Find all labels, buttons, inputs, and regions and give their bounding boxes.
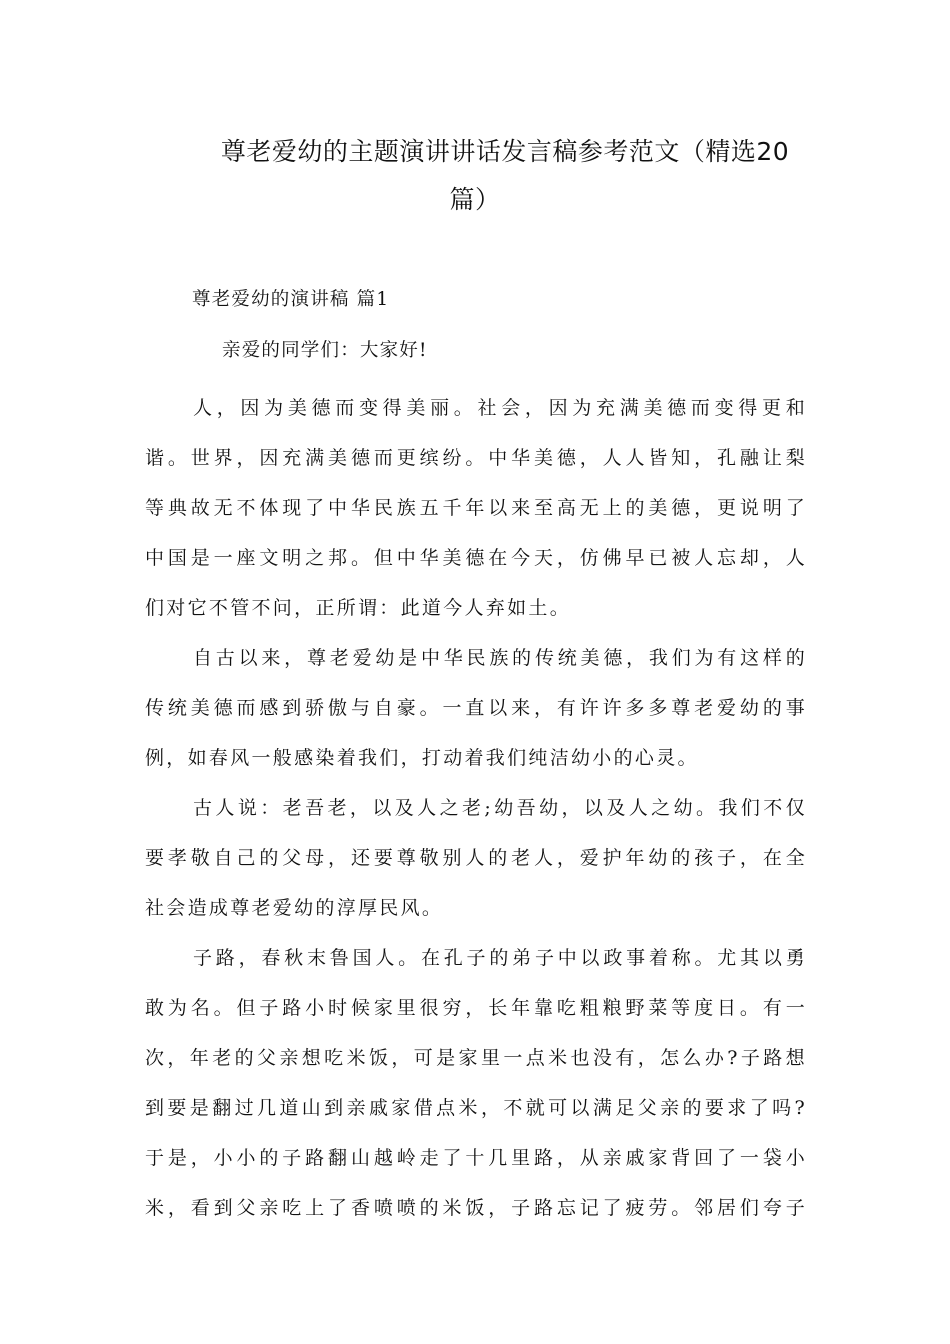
- paragraph-line: 社会造成尊老爱幼的淳厚民风。: [145, 897, 444, 919]
- title-line-2: 篇）: [449, 185, 501, 214]
- paragraph-line: 要孝敬自己的父母，还要尊敬别人的老人，爱护年幼的孩子，在全: [145, 847, 807, 869]
- paragraph-line: 人，因为美德而变得美丽。社会，因为充满美德而变得更和: [193, 397, 807, 419]
- paragraph-line: 自古以来，尊老爱幼是中华民族的传统美德，我们为有这样的: [193, 647, 807, 669]
- paragraph-line: 谐。世界，因充满美德而更缤纷。中华美德，人人皆知，孔融让梨: [145, 447, 807, 469]
- paragraph-3: [145, 783, 807, 933]
- paragraph-line: 等典故无不体现了中华民族五千年以来至高无上的美德，更说明了: [145, 497, 807, 519]
- paragraph-line: 敢为名。但子路小时候家里很穷，长年靠吃粗粮野菜等度日。有一: [145, 997, 807, 1019]
- paragraph-line: 例，如春风一般感染着我们，打动着我们纯洁幼小的心灵。: [145, 747, 699, 769]
- document-title: [145, 128, 805, 224]
- paragraph-line: 到要是翻过几道山到亲戚家借点米，不就可以满足父亲的要求了吗?: [145, 1097, 807, 1119]
- paragraph-line: 们对它不管不问，正所谓：此道今人弃如土。: [145, 597, 572, 619]
- body-text: [145, 383, 807, 1233]
- paragraph-line: 米，看到父亲吃上了香喷喷的米饭，子路忘记了疲劳。邻居们夸子: [145, 1197, 807, 1219]
- paragraph-line: 传统美德而感到骄傲与自豪。一直以来，有许许多多尊老爱幼的事: [145, 697, 807, 719]
- paragraph-1: [145, 383, 807, 633]
- paragraph-4: [145, 933, 807, 1233]
- paragraph-2: [145, 633, 807, 783]
- paragraph-line: 中国是一座文明之邦。但中华美德在今天，仿佛早已被人忘却，人: [145, 547, 807, 569]
- paragraph-line: 子路，春秋末鲁国人。在孔子的弟子中以政事着称。尤其以勇: [193, 947, 807, 969]
- title-line-1: 尊老爱幼的主题演讲讲话发言稿参考范文（精选20: [220, 137, 790, 166]
- section-heading: 尊老爱幼的演讲稿 篇1: [192, 289, 390, 310]
- paragraph-line: 于是，小小的子路翻山越岭走了十几里路，从亲戚家背回了一袋小: [145, 1147, 807, 1169]
- paragraph-line: 古人说：老吾老，以及人之老;幼吾幼，以及人之幼。我们不仅: [193, 797, 807, 819]
- paragraph-line: 次，年老的父亲想吃米饭，可是家里一点米也没有，怎么办?子路想: [145, 1047, 807, 1069]
- greeting-line: 亲爱的同学们：大家好!: [222, 340, 428, 361]
